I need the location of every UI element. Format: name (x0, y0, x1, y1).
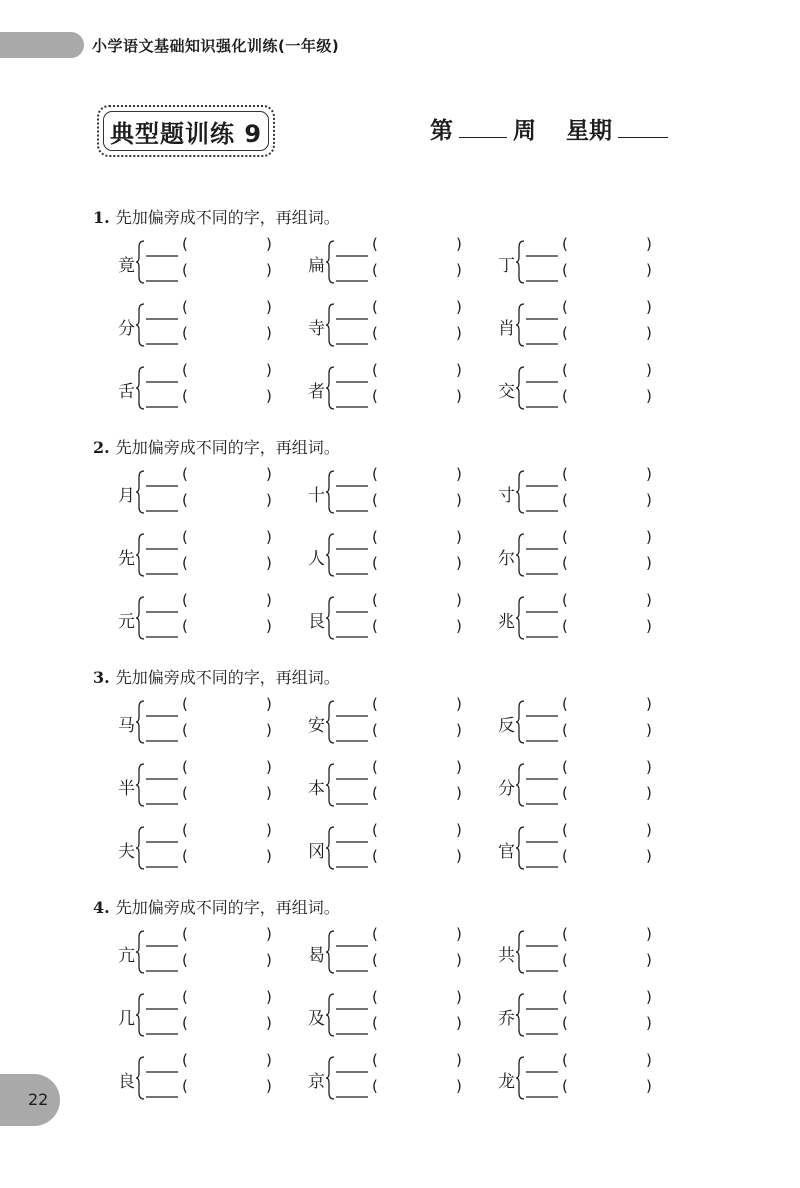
exercise-item (498, 1053, 673, 1103)
word-close-paren: ) (456, 758, 462, 776)
word-close-paren: ) (646, 758, 652, 776)
word-open-paren[interactable]: ( (562, 617, 568, 635)
brace-icon (136, 237, 186, 287)
word-open-paren[interactable]: ( (372, 784, 378, 802)
exercise-item (308, 927, 483, 977)
word-close-paren: ) (456, 1014, 462, 1032)
base-character: 分 (498, 779, 515, 799)
word-open-paren[interactable]: ( (372, 324, 378, 342)
exercise-item (308, 990, 483, 1040)
brace-icon (326, 530, 376, 580)
exercise-item (498, 927, 673, 977)
exercise-item (118, 823, 293, 873)
word-close-paren: ) (646, 591, 652, 609)
word-close-paren: ) (646, 491, 652, 509)
word-open-paren[interactable]: ( (372, 988, 378, 1006)
brace-icon (516, 530, 566, 580)
base-character: 共 (498, 946, 515, 966)
word-close-paren: ) (456, 554, 462, 572)
word-close-paren: ) (266, 361, 272, 379)
base-character: 乔 (498, 1009, 515, 1029)
word-open-paren[interactable]: ( (372, 695, 378, 713)
word-open-paren[interactable]: ( (562, 988, 568, 1006)
exercise-item (308, 697, 483, 747)
word-close-paren: ) (646, 1051, 652, 1069)
word-close-paren: ) (266, 617, 272, 635)
base-character: 及 (308, 1009, 325, 1029)
word-close-paren: ) (646, 695, 652, 713)
brace-icon (326, 823, 376, 873)
weekday-blank[interactable] (618, 115, 668, 138)
section-number: 1. (93, 208, 110, 227)
base-character: 艮 (308, 612, 325, 632)
word-open-paren[interactable]: ( (372, 951, 378, 969)
brace-icon (516, 363, 566, 413)
word-open-paren[interactable]: ( (562, 324, 568, 342)
word-open-paren[interactable]: ( (562, 721, 568, 739)
word-open-paren[interactable]: ( (562, 925, 568, 943)
word-close-paren: ) (456, 721, 462, 739)
brace-icon (516, 1053, 566, 1103)
exercise-item (118, 760, 293, 810)
word-close-paren: ) (266, 925, 272, 943)
word-close-paren: ) (456, 491, 462, 509)
word-open-paren[interactable]: ( (562, 298, 568, 316)
base-character: 夫 (118, 842, 135, 862)
word-open-paren[interactable]: ( (372, 235, 378, 253)
word-open-paren[interactable]: ( (562, 528, 568, 546)
word-close-paren: ) (456, 847, 462, 865)
section-instruction-text: 先加偏旁成不同的字，再组词。 (115, 898, 340, 917)
page-number: 22 (28, 1090, 49, 1109)
week-suffix: 周 (513, 117, 536, 144)
word-open-paren[interactable]: ( (182, 261, 188, 279)
word-open-paren[interactable]: ( (562, 235, 568, 253)
exercise-item (118, 467, 293, 517)
word-close-paren: ) (266, 465, 272, 483)
exercise-item (118, 593, 293, 643)
section-number: 4. (93, 898, 110, 917)
base-character: 马 (118, 716, 135, 736)
word-close-paren: ) (646, 784, 652, 802)
word-close-paren: ) (266, 821, 272, 839)
word-open-paren[interactable]: ( (562, 758, 568, 776)
base-character: 本 (308, 779, 325, 799)
word-close-paren: ) (646, 988, 652, 1006)
base-character: 分 (118, 319, 135, 339)
exercise-item (308, 237, 483, 287)
word-close-paren: ) (646, 261, 652, 279)
word-close-paren: ) (456, 298, 462, 316)
exercise-item (308, 593, 483, 643)
exercise-item (308, 300, 483, 350)
word-open-paren[interactable]: ( (182, 758, 188, 776)
weekday-label: 星期 (566, 117, 612, 144)
word-close-paren: ) (266, 235, 272, 253)
word-close-paren: ) (456, 784, 462, 802)
week-number-blank[interactable] (459, 115, 507, 138)
brace-icon (136, 697, 186, 747)
word-open-paren[interactable]: ( (372, 387, 378, 405)
word-close-paren: ) (456, 528, 462, 546)
word-close-paren: ) (646, 617, 652, 635)
brace-icon (136, 760, 186, 810)
section-instruction-text: 先加偏旁成不同的字，再组词。 (115, 668, 340, 687)
word-close-paren: ) (646, 847, 652, 865)
word-open-paren[interactable]: ( (562, 847, 568, 865)
brace-icon (326, 300, 376, 350)
base-character: 安 (308, 716, 325, 736)
base-character: 寺 (308, 319, 325, 339)
word-close-paren: ) (456, 951, 462, 969)
word-open-paren[interactable]: ( (182, 784, 188, 802)
word-open-paren[interactable]: ( (562, 951, 568, 969)
exercise-item (118, 990, 293, 1040)
word-close-paren: ) (646, 361, 652, 379)
word-open-paren[interactable]: ( (182, 821, 188, 839)
exercise-item (118, 927, 293, 977)
word-open-paren[interactable]: ( (182, 361, 188, 379)
lesson-title: 典型题训练 9 (97, 105, 275, 157)
word-open-paren[interactable]: ( (182, 554, 188, 572)
word-close-paren: ) (456, 361, 462, 379)
word-open-paren[interactable]: ( (562, 1051, 568, 1069)
word-open-paren[interactable]: ( (562, 1014, 568, 1032)
base-character: 龙 (498, 1072, 515, 1092)
exercise-item (498, 363, 673, 413)
section-instruction (93, 665, 340, 688)
exercise-item (308, 1053, 483, 1103)
base-character: 人 (308, 549, 325, 569)
word-open-paren[interactable]: ( (182, 235, 188, 253)
brace-icon (326, 237, 376, 287)
brace-icon (516, 760, 566, 810)
brace-icon (326, 467, 376, 517)
word-close-paren: ) (266, 758, 272, 776)
brace-icon (516, 990, 566, 1040)
word-open-paren[interactable]: ( (372, 721, 378, 739)
brace-icon (326, 363, 376, 413)
base-character: 寸 (498, 486, 515, 506)
word-close-paren: ) (266, 988, 272, 1006)
word-close-paren: ) (456, 1077, 462, 1095)
word-open-paren[interactable]: ( (372, 925, 378, 943)
word-close-paren: ) (266, 695, 272, 713)
base-character: 舌 (118, 382, 135, 402)
word-open-paren[interactable]: ( (372, 617, 378, 635)
word-open-paren[interactable]: ( (562, 465, 568, 483)
word-close-paren: ) (266, 591, 272, 609)
word-open-paren[interactable]: ( (182, 951, 188, 969)
exercise-item (498, 697, 673, 747)
brace-icon (136, 990, 186, 1040)
exercise-item (118, 530, 293, 580)
word-close-paren: ) (456, 988, 462, 1006)
brace-icon (516, 300, 566, 350)
exercise-item (118, 1053, 293, 1103)
book-title: 小学语文基础知识强化训练(一年级) (92, 37, 340, 55)
word-close-paren: ) (646, 528, 652, 546)
brace-icon (136, 823, 186, 873)
word-open-paren[interactable]: ( (372, 491, 378, 509)
base-character: 丁 (498, 256, 515, 276)
base-character: 尔 (498, 549, 515, 569)
section-instruction (93, 895, 340, 918)
word-open-paren[interactable]: ( (372, 758, 378, 776)
base-character: 几 (118, 1009, 135, 1029)
exercise-item (498, 467, 673, 517)
base-character: 反 (498, 716, 515, 736)
exercise-item (118, 300, 293, 350)
base-character: 京 (308, 1072, 325, 1092)
word-close-paren: ) (456, 235, 462, 253)
base-character: 者 (308, 382, 325, 402)
brace-icon (516, 927, 566, 977)
base-character: 交 (498, 382, 515, 402)
exercise-item (118, 697, 293, 747)
word-open-paren[interactable]: ( (562, 361, 568, 379)
week-prefix: 第 (430, 117, 453, 144)
word-open-paren[interactable]: ( (182, 988, 188, 1006)
brace-icon (136, 593, 186, 643)
brace-icon (326, 760, 376, 810)
exercise-item (308, 823, 483, 873)
brace-icon (136, 300, 186, 350)
word-close-paren: ) (456, 591, 462, 609)
exercise-item (498, 990, 673, 1040)
exercise-item (308, 530, 483, 580)
exercise-item (498, 300, 673, 350)
section-number: 3. (93, 668, 110, 687)
brace-icon (326, 1053, 376, 1103)
word-open-paren[interactable]: ( (182, 324, 188, 342)
word-close-paren: ) (646, 387, 652, 405)
base-character: 亢 (118, 946, 135, 966)
word-close-paren: ) (456, 261, 462, 279)
word-close-paren: ) (266, 554, 272, 572)
word-open-paren[interactable]: ( (182, 1077, 188, 1095)
section-instruction (93, 205, 340, 228)
word-open-paren[interactable]: ( (182, 528, 188, 546)
word-open-paren[interactable]: ( (562, 387, 568, 405)
brace-icon (326, 990, 376, 1040)
brace-icon (326, 927, 376, 977)
exercise-item (118, 237, 293, 287)
exercise-item (498, 823, 673, 873)
word-close-paren: ) (646, 298, 652, 316)
word-open-paren[interactable]: ( (182, 721, 188, 739)
word-open-paren[interactable]: ( (182, 695, 188, 713)
base-character: 肖 (498, 319, 515, 339)
word-close-paren: ) (456, 324, 462, 342)
brace-icon (136, 1053, 186, 1103)
word-open-paren[interactable]: ( (372, 554, 378, 572)
word-open-paren[interactable]: ( (562, 554, 568, 572)
word-open-paren[interactable]: ( (182, 491, 188, 509)
word-open-paren[interactable]: ( (372, 261, 378, 279)
word-open-paren[interactable]: ( (372, 1014, 378, 1032)
base-character: 扁 (308, 256, 325, 276)
word-open-paren[interactable]: ( (562, 491, 568, 509)
word-open-paren[interactable]: ( (562, 695, 568, 713)
word-close-paren: ) (266, 324, 272, 342)
week-info (430, 112, 674, 145)
base-character: 竟 (118, 256, 135, 276)
brace-icon (136, 927, 186, 977)
section-instruction-text: 先加偏旁成不同的字，再组词。 (115, 208, 340, 227)
word-open-paren[interactable]: ( (372, 1077, 378, 1095)
word-close-paren: ) (456, 387, 462, 405)
word-close-paren: ) (266, 951, 272, 969)
word-close-paren: ) (266, 1051, 272, 1069)
base-character: 先 (118, 549, 135, 569)
brace-icon (136, 467, 186, 517)
word-open-paren[interactable]: ( (372, 591, 378, 609)
word-close-paren: ) (646, 1077, 652, 1095)
section-instruction-text: 先加偏旁成不同的字，再组词。 (115, 438, 340, 457)
word-close-paren: ) (646, 821, 652, 839)
word-open-paren[interactable]: ( (562, 261, 568, 279)
exercise-item (498, 593, 673, 643)
brace-icon (136, 530, 186, 580)
word-close-paren: ) (456, 1051, 462, 1069)
base-character: 曷 (308, 946, 325, 966)
word-close-paren: ) (646, 721, 652, 739)
section-instruction (93, 435, 340, 458)
word-close-paren: ) (266, 1077, 272, 1095)
word-close-paren: ) (266, 491, 272, 509)
word-open-paren[interactable]: ( (372, 465, 378, 483)
word-open-paren[interactable]: ( (182, 925, 188, 943)
word-open-paren[interactable]: ( (562, 784, 568, 802)
word-open-paren[interactable]: ( (182, 298, 188, 316)
base-character: 元 (118, 612, 135, 632)
brace-icon (136, 363, 186, 413)
exercise-item (498, 760, 673, 810)
word-close-paren: ) (646, 324, 652, 342)
word-close-paren: ) (456, 695, 462, 713)
word-open-paren[interactable]: ( (562, 591, 568, 609)
word-open-paren[interactable]: ( (562, 821, 568, 839)
word-close-paren: ) (266, 1014, 272, 1032)
word-open-paren[interactable]: ( (182, 1014, 188, 1032)
word-close-paren: ) (646, 465, 652, 483)
word-close-paren: ) (266, 528, 272, 546)
word-open-paren[interactable]: ( (562, 1077, 568, 1095)
word-close-paren: ) (266, 784, 272, 802)
word-close-paren: ) (456, 925, 462, 943)
word-close-paren: ) (646, 925, 652, 943)
word-open-paren[interactable]: ( (372, 821, 378, 839)
base-character: 良 (118, 1072, 135, 1092)
word-open-paren[interactable]: ( (372, 847, 378, 865)
word-open-paren[interactable]: ( (182, 847, 188, 865)
word-close-paren: ) (456, 617, 462, 635)
word-close-paren: ) (266, 261, 272, 279)
exercise-item (308, 760, 483, 810)
brace-icon (326, 593, 376, 643)
brace-icon (516, 237, 566, 287)
brace-icon (516, 823, 566, 873)
section-number: 2. (93, 438, 110, 457)
brace-icon (516, 593, 566, 643)
brace-icon (516, 697, 566, 747)
word-close-paren: ) (266, 387, 272, 405)
word-open-paren[interactable]: ( (182, 465, 188, 483)
exercise-item (498, 530, 673, 580)
base-character: 兆 (498, 612, 515, 632)
brace-icon (326, 697, 376, 747)
header-bar (0, 32, 84, 58)
word-open-paren[interactable]: ( (182, 591, 188, 609)
word-open-paren[interactable]: ( (372, 528, 378, 546)
exercise-item (308, 363, 483, 413)
word-open-paren[interactable]: ( (182, 617, 188, 635)
word-close-paren: ) (646, 951, 652, 969)
word-close-paren: ) (266, 721, 272, 739)
word-close-paren: ) (646, 235, 652, 253)
base-character: 月 (118, 486, 135, 506)
word-close-paren: ) (646, 1014, 652, 1032)
base-character: 十 (308, 486, 325, 506)
base-character: 半 (118, 779, 135, 799)
word-open-paren[interactable]: ( (372, 1051, 378, 1069)
word-open-paren[interactable]: ( (372, 298, 378, 316)
word-open-paren[interactable]: ( (372, 361, 378, 379)
word-close-paren: ) (456, 465, 462, 483)
word-open-paren[interactable]: ( (182, 1051, 188, 1069)
word-close-paren: ) (266, 847, 272, 865)
base-character: 官 (498, 842, 515, 862)
base-character: 冈 (308, 842, 325, 862)
exercise-item (118, 363, 293, 413)
exercise-item (498, 237, 673, 287)
word-close-paren: ) (266, 298, 272, 316)
word-close-paren: ) (646, 554, 652, 572)
word-close-paren: ) (456, 821, 462, 839)
exercise-item (308, 467, 483, 517)
word-open-paren[interactable]: ( (182, 387, 188, 405)
brace-icon (516, 467, 566, 517)
